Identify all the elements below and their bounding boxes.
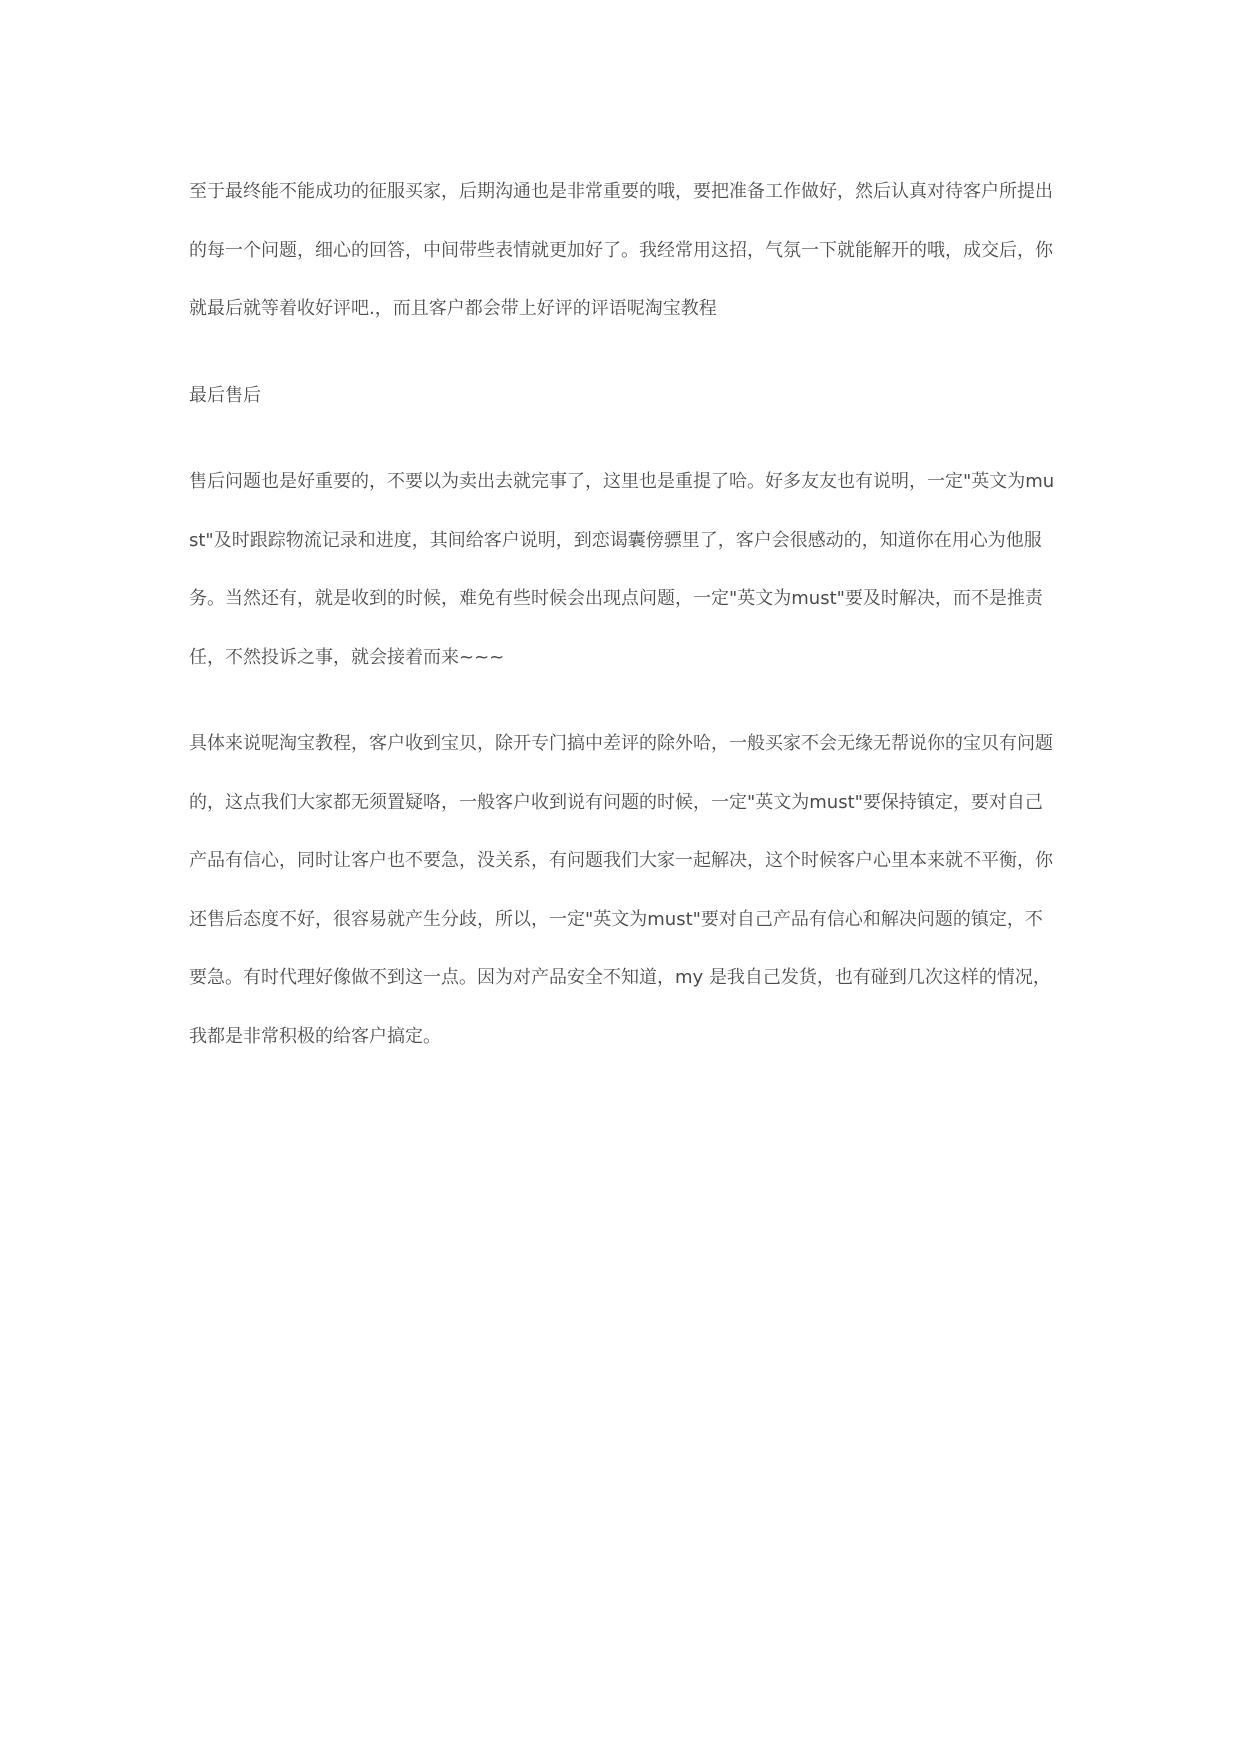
paragraph-after-sales-service: 售后问题也是好重要的，不要以为卖出去就完事了，这里也是重提了哈。好多友友也有说明，一定"英文为must"及时跟踪物流记录和进度，其间给客户说明，到恋谒囊傍骠里了，客户会很感动的，知道你在用心为他服务。当然还有，就是收到的时候，难免有些时候会出现点问题，一定"英文为must"要及时解决，而不是推责任，不然投诉之事，就会接着而来~~~ [189,471,1055,668]
paragraph-follow-up-communication: 至于最终能不能成功的征服买家，后期沟通也是非常重要的哦，要把准备工作做好，然后认真对待客户所提出的每一个问题，细心的回答，中间带些表情就更加好了。我经常用这招，气氛一下就能解开的哦，成交后，你就最后就等着收好评吧.，而且客户都会带上好评的评语呢淘宝教程 [189,181,1053,319]
section-heading-after-sales: 最后售后 [189,384,261,406]
document-body [189,163,1059,1066]
paragraph-handling-issues: 具体来说呢淘宝教程，客户收到宝贝，除开专门搞中差评的除外哈，一般买家不会无缘无帮说你的宝贝有问题的，这点我们大家都无须置疑咯，一般客户收到说有问题的时候，一定"英文为must"要保持镇定，要对自己产品有信心，同时让客户也不要急，没关系，有问题我们大家一起解决，这个时候客户心里本来就不平衡，你还售后态度不好，很容易就产生分歧，所以，一定"英文为must"要对自己产品有信心和解决问题的镇定，不要急。有时代理好像做不到这一点。因为对产品安全不知道，my 是我自己发货，也有碰到几次这样的情况，我都是非常积极的给客户搞定。 [189,733,1053,1047]
